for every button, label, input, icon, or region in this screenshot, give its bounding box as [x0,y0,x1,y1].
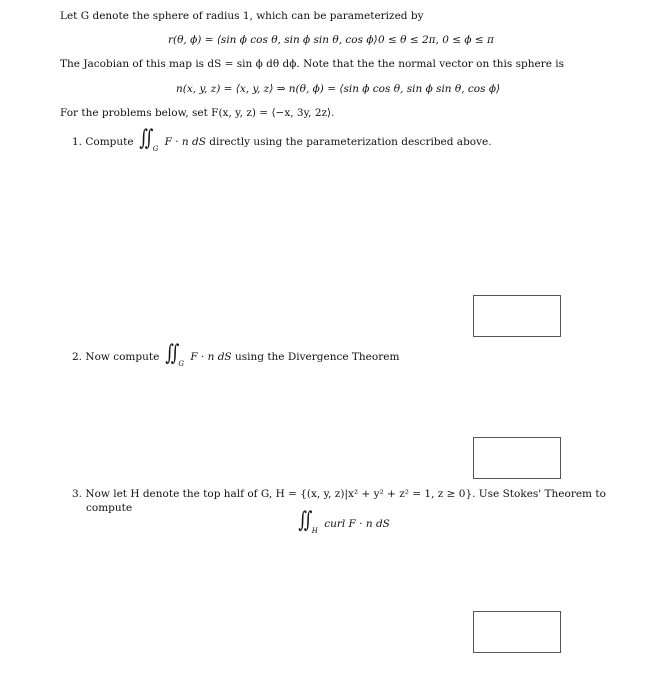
answer-box-1[interactable] [473,295,561,337]
double-integral-symbol: ∬ [139,126,154,151]
field-definition: For the problems below, set F(x, y, z) = ⟨−x, 3y, 2z⟩. [60,107,335,119]
problem-suffix: using the Divergence Theorem [234,351,400,363]
answer-box-3[interactable] [473,611,561,653]
integral-region: H [311,527,318,535]
problem-suffix: directly using the parameterization described above. [209,136,492,148]
integrand: curl F · n dS [324,518,390,530]
integral-region: G [178,360,184,368]
problem-3-integral [296,508,390,535]
parameterization-equation: r(θ, ϕ) = ⟨sin ϕ cos θ, sin ϕ sin θ, cos ϕ⟩ [168,34,378,46]
problem-prefix: Compute [85,136,134,148]
problem-number: 3. [72,488,83,500]
integral-region: G [152,145,159,153]
problem-prefix: Now compute [85,351,160,363]
integrand: F · n dS [190,351,232,363]
parameter-range: 0 ≤ θ ≤ 2π, 0 ≤ ϕ ≤ π [378,34,494,46]
problem-3-line2: compute [86,502,133,514]
normal-vector-equation: n(x, y, z) = ⟨x, y, z⟩ ⇒ n(θ, ϕ) = ⟨sin ϕ cos θ, sin ϕ sin θ, cos ϕ⟩ [176,83,501,95]
problem-text-line1: Now let H denote the top half of G, H = {(x, y, z)|x² + y² + z² = 1, z ≥ 0}. Use Stokes' Theorem to [85,488,606,500]
double-integral-symbol: ∬ [164,341,180,366]
intro-text: Let G denote the sphere of radius 1, which can be parameterized by [60,10,424,22]
problem-number: 1. [72,136,83,148]
problem-2 [72,341,400,368]
problem-1 [72,126,492,153]
double-integral-symbol: ∬ [298,508,313,533]
integrand: F · n dS [164,136,206,148]
answer-box-2[interactable] [473,437,561,479]
problem-3 [72,488,606,500]
problem-number: 2. [72,351,83,363]
jacobian-text: The Jacobian of this map is dS = sin ϕ dθ dϕ. Note that the the normal vector on this sphere is [60,58,565,70]
